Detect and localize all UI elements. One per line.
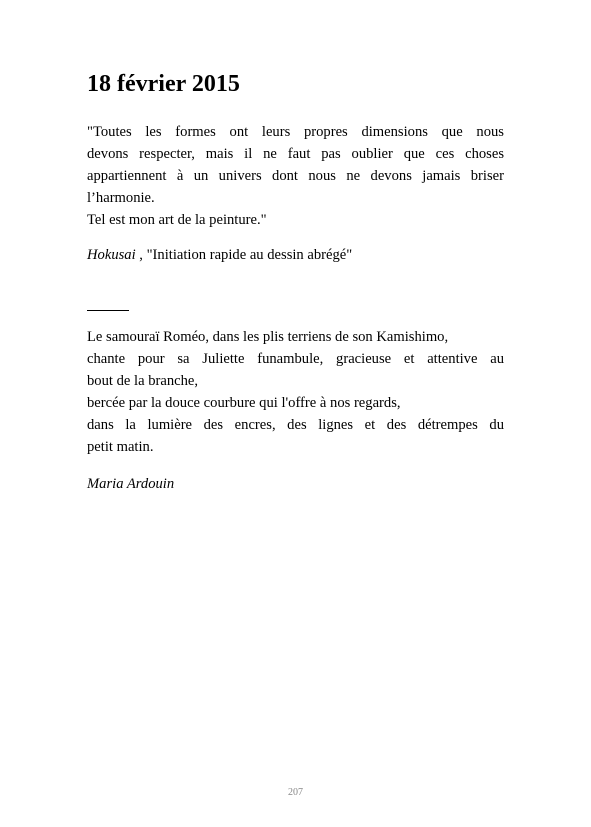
quote-line: devons respecter, mais il ne faut pas oublier que ces choses <box>87 146 504 162</box>
attribution-author: Hokusai <box>87 247 136 263</box>
quote-line: Tel est mon art de la peinture." <box>87 212 267 228</box>
poem-line: dans la lumière des encres, des lignes et des détrempes du <box>87 417 504 433</box>
poem-line: chante pour sa Juliette funambule, gracieuse et attentive au <box>87 351 504 367</box>
attribution-work: , "Initiation rapide au dessin abrégé" <box>135 247 353 263</box>
section-divider <box>87 310 129 311</box>
quote-line: appartiennent à un univers dont nous ne devons jamais briser <box>87 168 504 184</box>
poem-line: Le samouraï Roméo, dans les plis terriens de son Kamishimo, <box>87 329 449 345</box>
poem-line: petit matin. <box>87 439 154 455</box>
poem-line: bout de la branche, <box>87 373 199 389</box>
quote-line: l’harmonie. <box>87 190 155 206</box>
page-number: 207 <box>288 787 303 798</box>
quote-line: "Toutes les formes ont leurs propres dimensions que nous <box>87 124 504 140</box>
hokusai-quote <box>87 121 504 231</box>
page-title: 18 février 2015 <box>87 71 240 97</box>
poem-signature: Maria Ardouin <box>87 476 175 492</box>
poem <box>87 326 504 458</box>
quote-attribution <box>87 244 352 266</box>
poem-line: bercée par la douce courbure qui l'offre à nos regards, <box>87 395 401 411</box>
